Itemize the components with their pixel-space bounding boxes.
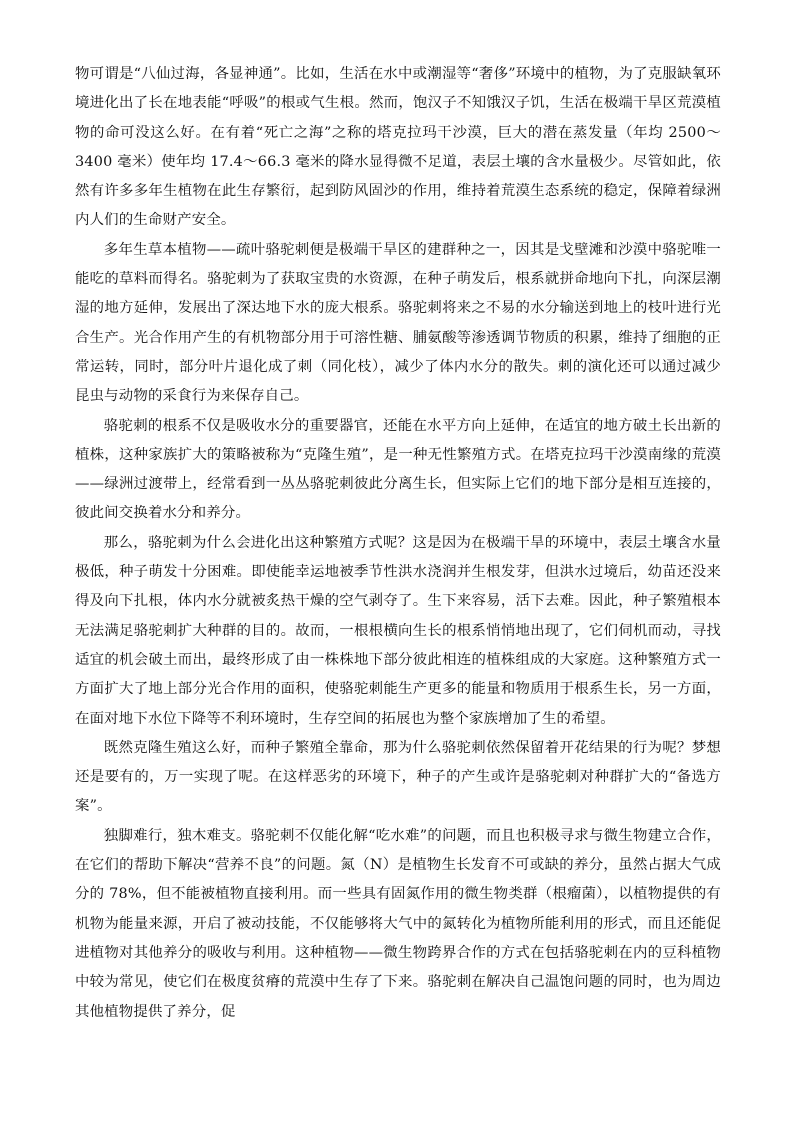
paragraph-2: 多年生草本植物——疏叶骆驼刺便是极端干旱区的建群种之一，因其是戈壁滩和沙漠中骆驼唯一能吃的草料而得名。骆驼刺为了获取宝贵的水资源，在种子萌发后，根系就拼命地向下扎，向深层潮湿的地方延伸，发展出了深达地下水的庞大根系。骆驼刺将来之不易的水分输送到地上的枝叶进行光合生产。光合作用产生的有机物部分用于可溶性糖、脯氨酸等渗透调节物质的积累，维持了细胞的正常运转，同时，部分叶片退化成了刺（同化枝），减少了体内水分的散失。刺的演化还可以通过减少昆虫与动物的采食行为来保存自己。: [75, 241, 721, 405]
paragraph-1: 物可谓是“八仙过海，各显神通”。比如，生活在水中或潮湿等“奢侈”环境中的植物，为了克服缺氧环境进化出了长在地表能“呼吸”的根或气生根。然而，饱汉子不知饿汉子饥，生活在极端干旱区荒漠植物的命可没这么好。在有着“死亡之海”之称的塔克拉玛干沙漠，巨大的潜在蒸发量（年均 2500～3400 毫米）使年均 17.4～66.3 毫米的降水显得微不足道，表层土壤的含水量极少。尽管如此，依然有许多多年生植物在此生存繁衍，起到防风固沙的作用，维持着荒漠生态系统的稳定，保障着绿洲内人们的生命财产安全。: [75, 66, 721, 229]
paragraph-6: 独脚难行，独木难支。骆驼刺不仅能化解“吃水难”的问题，而且也积极寻求与微生物建立合作，在它们的帮助下解决“营养不良”的问题。氮（N）是植物生长发育不可或缺的养分，虽然占据大气成分的 78%，但不能被植物直接利用。而一些具有固氮作用的微生物类群（根瘤菌），以植物提供的有机物为能量来源，开启了被动技能，不仅能够将大气中的氮转化为植物所能利用的形式，而且还能促进植物对其他养分的吸收与利用。这种植物——微生物跨界合作的方式在包括骆驼刺在内的豆科植物中较为常见，使它们在极度贫瘠的荒漠中生存了下来。骆驼刺在解决自己温饱问题的同时，也为周边其他植物提供了养分，促: [75, 827, 721, 1020]
document-page: [75, 60, 721, 1027]
paragraph-5: 既然克隆生殖这么好，而种子繁殖全靠命，那为什么骆驼刺依然保留着开花结果的行为呢？梦想还是要有的，万一实现了呢。在这样恶劣的环境下，种子的产生或许是骆驼刺对种群扩大的“备选方案”。: [75, 739, 721, 815]
paragraph-3: 骆驼刺的根系不仅是吸收水分的重要器官，还能在水平方向上延伸，在适宜的地方破土长出新的植株，这种家族扩大的策略被称为“克隆生殖”，是一种无性繁殖方式。在塔克拉玛干沙漠南缘的荒漠——绿洲过渡带上，经常看到一丛丛骆驼刺彼此分离生长，但实际上它们的地下部分是相互连接的，彼此间交换着水分和养分。: [75, 417, 721, 522]
paragraph-4: 那么，骆驼刺为什么会进化出这种繁殖方式呢？这是因为在极端干旱的环境中，表层土壤含水量极低，种子萌发十分困难。即使能幸运地被季节性洪水浇润并生根发芽，但洪水过境后，幼苗还没来得及向下扎根，体内水分就被炙热干燥的空气剥夺了。生下来容易，活下去难。因此，种子繁殖根本无法满足骆驼刺扩大种群的目的。故而，一根根横向生长的根系悄悄地出现了，它们伺机而动，寻找适宜的机会破土而出，最终形成了由一株株地下部分彼此相连的植株组成的大家庭。这种繁殖方式一方面扩大了地上部分光合作用的面积，使骆驼刺能生产更多的能量和物质用于根系生长，另一方面，在面对地下水位下降等不利环境时，生存空间的拓展也为整个家族增加了生的希望。: [75, 534, 721, 727]
